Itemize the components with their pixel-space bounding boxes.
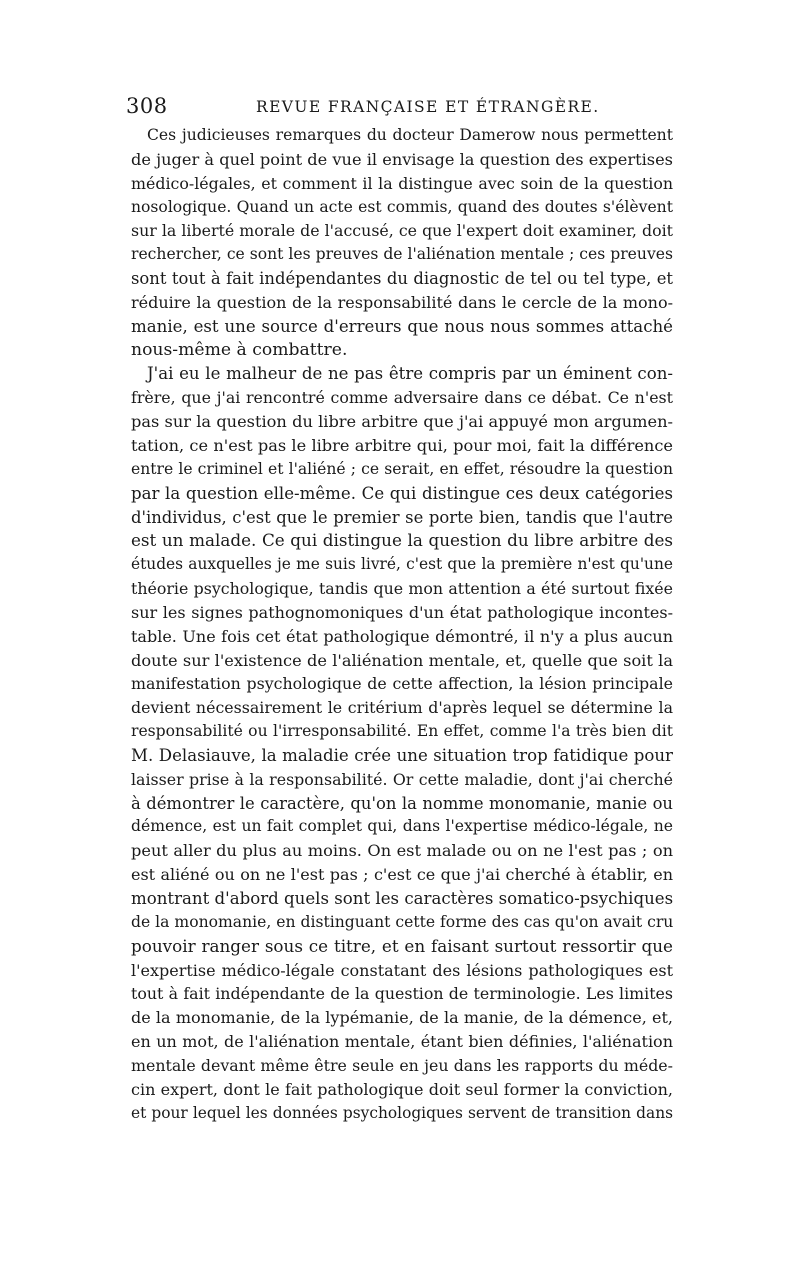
text-line: est un malade. Ce qui distingue la question du libre arbitre des	[131, 530, 673, 551]
paragraph-1	[131, 124, 673, 362]
text-line: J'ai eu le malheur de ne pas être compris par un éminent con-	[147, 364, 673, 384]
text-line: à démontrer le caractère, qu'on la nomme monomanie, manie ou	[131, 793, 673, 813]
paragraph-2	[131, 362, 673, 1125]
text-line: sur la liberté morale de l'accusé, ce que l'expert doit examiner, doit	[131, 221, 673, 241]
text-line: d'individus, c'est que le premier se porte bien, tandis que l'autre	[131, 507, 673, 527]
text-line: pas sur la question du libre arbitre que j'ai appuyé mon argumen-	[131, 412, 673, 432]
text-line: peut aller du plus au moins. On est malade ou on ne l'est pas ; on	[131, 841, 673, 861]
text-line: sur les signes pathognomoniques d'un état pathologique incontes-	[131, 602, 673, 622]
text-line: études auxquelles je me suis livré, c'est que la première n'est qu'une	[131, 555, 673, 574]
text-line: de la monomanie, en distinguant cette forme des cas qu'on avait cru	[131, 912, 673, 931]
text-line: montrant d'abord quels sont les caractères somatico-psychiques	[131, 889, 673, 908]
text-line: pouvoir ranger sous ce titre, et en faisant surtout ressortir que	[131, 935, 673, 956]
text-line: rechercher, ce sont les preuves de l'aliénation mentale ; ces preuves	[131, 245, 673, 264]
text-line: devient nécessairement le critérium d'après lequel se détermine la	[131, 698, 673, 718]
text-line: M. Delasiauve, la maladie crée une situation trop fatidique pour	[131, 745, 673, 765]
text-line: tout à fait indépendante de la question de terminologie. Les limites	[131, 984, 673, 1004]
running-title: REVUE FRANÇAISE ET ÉTRANGÈRE.	[256, 98, 600, 116]
text-line: nosologique. Quand un acte est commis, quand des doutes s'élèvent	[131, 197, 673, 216]
text-line: l'expertise médico-légale constatant des lésions pathologiques est	[131, 960, 673, 980]
text-line: responsabilité ou l'irresponsabilité. En effet, comme l'a très bien dit	[131, 722, 673, 741]
text-line: laisser prise à la responsabilité. Or cette maladie, dont j'ai cherché	[131, 769, 673, 789]
page-number: 308	[126, 94, 168, 118]
text-line: manifestation psychologique de cette affection, la lésion principale	[131, 674, 673, 694]
text-line: démence, est un fait complet qui, dans l'expertise médico-légale, ne	[131, 817, 673, 836]
body-text	[131, 124, 673, 1125]
text-line: réduire la question de la responsabilité dans le cercle de la mono-	[131, 292, 673, 312]
running-header	[126, 94, 672, 124]
text-line: mentale devant même être seule en jeu dans les rapports du méde-	[131, 1055, 673, 1075]
text-line: cin expert, dont le fait pathologique doit seul former la conviction,	[131, 1079, 673, 1099]
text-line: entre le criminel et l'aliéné ; ce serait, en effet, résoudre la question	[131, 459, 673, 478]
text-line: table. Une fois cet état pathologique démontré, il n'y a plus aucun	[131, 626, 673, 646]
text-line: Ces judicieuses remarques du docteur Damerow nous permettent	[147, 126, 673, 144]
text-line: manie, est une source d'erreurs que nous nous sommes attaché	[131, 316, 673, 336]
text-line: frère, que j'ai rencontré comme adversaire dans ce débat. Ce n'est	[131, 388, 673, 408]
text-line: et pour lequel les données psychologiques servent de transition dans	[131, 1103, 673, 1122]
text-line: en un mot, de l'aliénation mentale, étant bien définies, l'aliénation	[131, 1032, 673, 1052]
text-line: sont tout à fait indépendantes du diagnostic de tel ou tel type, et	[131, 269, 673, 289]
text-line: nous-même à combattre.	[131, 339, 348, 360]
text-line: de juger à quel point de vue il envisage la question des expertises	[131, 149, 673, 169]
text-line: de la monomanie, de la lypémanie, de la manie, de la démence, et,	[131, 1008, 673, 1028]
text-line: tation, ce n'est pas le libre arbitre qui, pour moi, fait la différence	[131, 435, 673, 455]
text-line: médico-légales, et comment il la distingue avec soin de la question	[131, 173, 673, 193]
text-line: théorie psychologique, tandis que mon attention a été surtout fixée	[131, 579, 673, 599]
text-line: est aliéné ou on ne l'est pas ; c'est ce que j'ai cherché à établir, en	[131, 865, 673, 885]
text-line: par la question elle-même. Ce qui distingue ces deux catégories	[131, 483, 673, 503]
text-line: doute sur l'existence de l'aliénation mentale, et, quelle que soit la	[131, 650, 673, 670]
